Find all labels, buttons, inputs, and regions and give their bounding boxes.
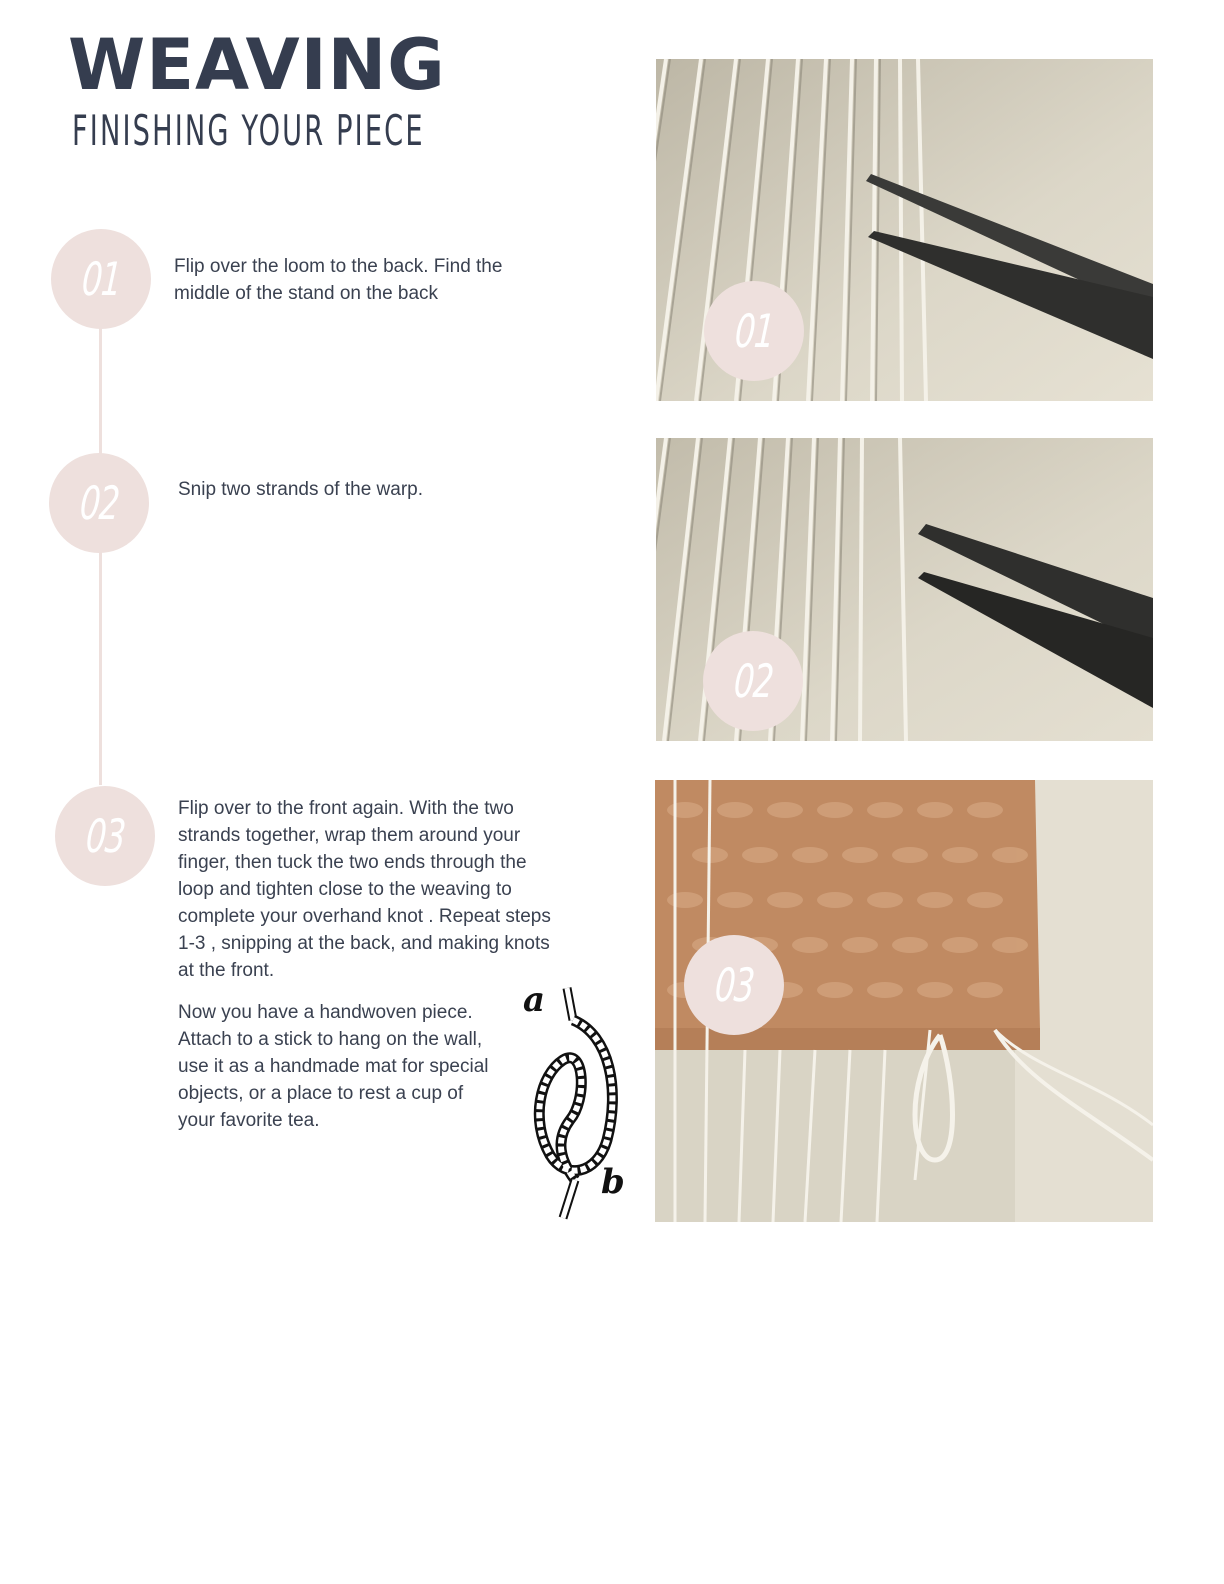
photo-badge-number: 03 xyxy=(712,958,756,1012)
page-title: WEAVING xyxy=(68,24,446,106)
knot-label-a: a xyxy=(523,980,546,1020)
photo-badge-01 xyxy=(704,281,804,381)
step-text-01: Flip over the loom to the back. Find the middle of the stand on the back xyxy=(174,256,503,304)
photo-badge-02 xyxy=(703,631,803,731)
step-badge-03 xyxy=(55,786,155,886)
step-photo-02 xyxy=(656,438,1153,741)
step-number: 01 xyxy=(79,252,123,306)
overhand-knot-illustration xyxy=(515,980,630,1225)
step-photo-01 xyxy=(656,59,1153,401)
timeline-line xyxy=(99,325,102,785)
closing-text: Now you have a handwoven piece. Attach to a stick to hang on the wall, use it as a handmade mat for special objects, or a place to rest a cup of your favorite tea. xyxy=(178,1002,489,1131)
step-number: 03 xyxy=(83,809,127,863)
knot-label-b: b xyxy=(601,1162,625,1202)
step-badge-02 xyxy=(49,453,149,553)
step-badge-01 xyxy=(51,229,151,329)
photo-badge-number: 01 xyxy=(732,304,776,358)
page-subtitle: FINISHING YOUR PIECE xyxy=(72,106,425,155)
step-number: 02 xyxy=(77,476,121,530)
photo-badge-03 xyxy=(684,935,784,1035)
photo-badge-number: 02 xyxy=(731,654,775,708)
step-photo-03 xyxy=(655,780,1153,1222)
step-text-02: Snip two strands of the warp. xyxy=(178,479,424,500)
step-text-03: Flip over to the front again. With the two strands together, wrap them around your finger, then tuck the two ends through the loop and tighten close to the weaving to complete your overhand knot . Repeat steps 1-3 , snipping at the back, and making knots at the front. xyxy=(178,798,551,981)
